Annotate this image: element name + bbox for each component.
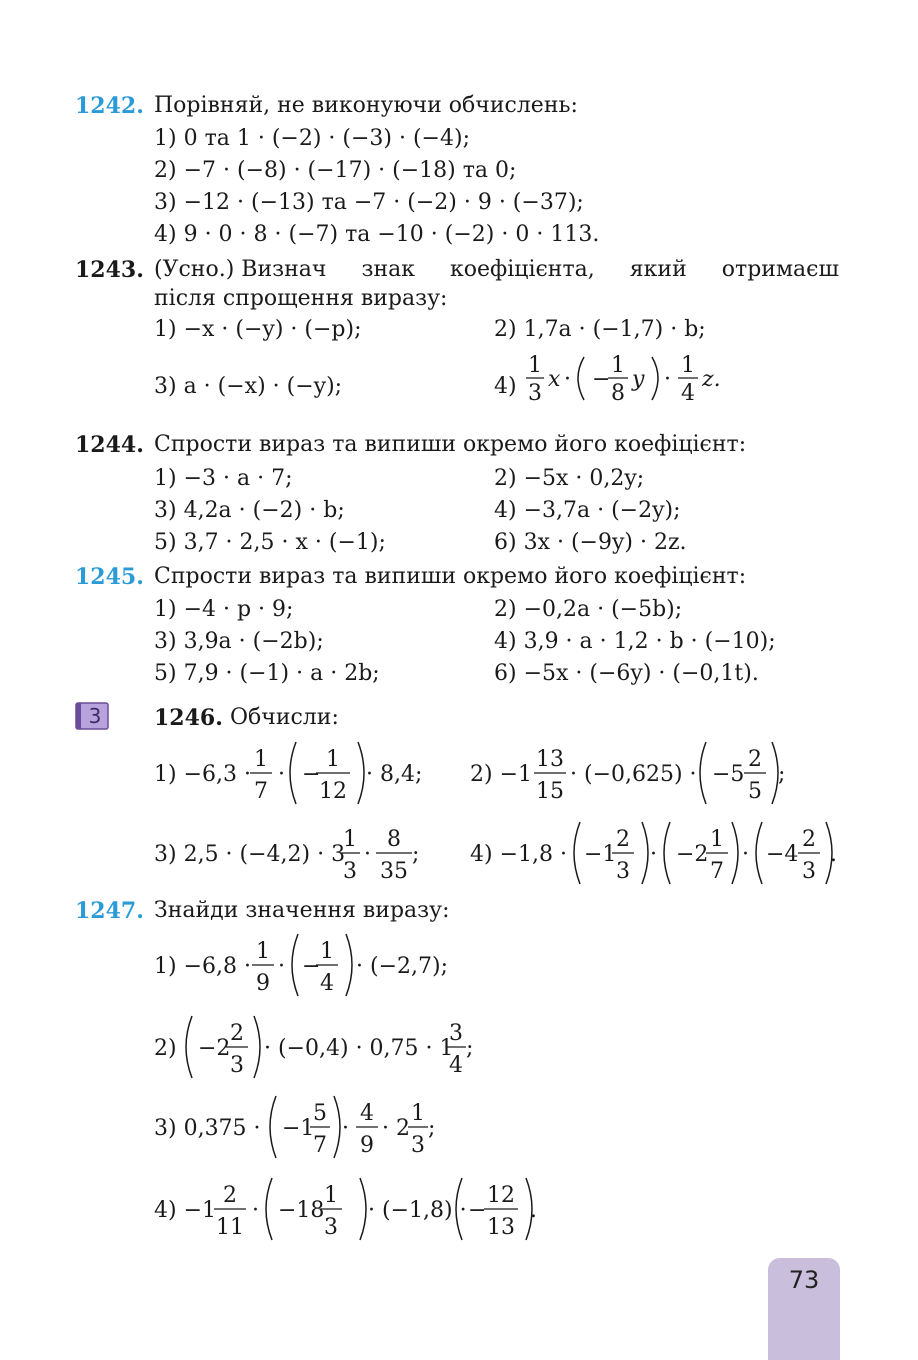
- svg-text:3) 0,375 ·: 3) 0,375 ·: [154, 1116, 261, 1141]
- svg-text:1: 1: [528, 353, 542, 378]
- svg-text:1: 1: [343, 827, 357, 852]
- svg-text:−1: −1: [282, 1116, 315, 1141]
- svg-text:−5: −5: [712, 762, 745, 787]
- svg-text:4) −1,8 ·: 4) −1,8 ·: [470, 842, 567, 867]
- svg-text:1: 1: [254, 747, 268, 772]
- svg-text:;: ;: [778, 762, 786, 787]
- exercise-item: 3) 4,2a · (−2) · b;: [154, 498, 345, 523]
- svg-text:1: 1: [320, 939, 334, 964]
- exercise-title-1244: Спрости вираз та випиши окремо його коефіцієнт:: [154, 432, 747, 457]
- exercise-item: 5) 3,7 · 2,5 · x · (−1);: [154, 530, 386, 555]
- svg-text:· (−2,7);: · (−2,7);: [356, 954, 448, 979]
- svg-text:−4: −4: [766, 842, 799, 867]
- exercise-item: 2) −0,2a · (−5b);: [494, 597, 683, 622]
- svg-text:1: 1: [324, 1183, 338, 1208]
- svg-text:2: 2: [616, 827, 630, 852]
- svg-text:· (−0,625) ·: · (−0,625) ·: [570, 762, 697, 787]
- svg-text:· (−0,4) · 0,75 · 1: · (−0,4) · 0,75 · 1: [264, 1036, 454, 1061]
- svg-text:3: 3: [230, 1053, 244, 1078]
- svg-text:−: −: [592, 367, 611, 392]
- svg-text:·: ·: [650, 842, 657, 867]
- exercise-item: 2) 1,7a · (−1,7) · b;: [494, 317, 706, 342]
- svg-text:1) −6,3 ·: 1) −6,3 ·: [154, 762, 251, 787]
- svg-text:3: 3: [324, 1215, 338, 1240]
- svg-text:· 2: · 2: [382, 1116, 410, 1141]
- svg-text:4) −1: 4) −1: [154, 1198, 217, 1223]
- svg-text:· (−1,8) ·: · (−1,8) ·: [368, 1198, 467, 1223]
- svg-text:3: 3: [449, 1021, 463, 1046]
- svg-text:13: 13: [536, 747, 564, 772]
- svg-text:7: 7: [313, 1133, 327, 1158]
- svg-text:7: 7: [254, 779, 268, 804]
- svg-text:4: 4: [360, 1101, 374, 1126]
- exercise-item: 3) a · (−x) · (−y);: [154, 374, 343, 399]
- svg-text:1: 1: [611, 353, 625, 378]
- exercise-item: 1) −3 · a · 7;: [154, 466, 293, 491]
- svg-text:·: ·: [742, 842, 749, 867]
- svg-text:·: ·: [564, 367, 571, 392]
- svg-text:2: 2: [230, 1021, 244, 1046]
- svg-text:12: 12: [319, 779, 347, 804]
- svg-text:·: ·: [278, 762, 285, 787]
- level-badge-label: 3: [88, 704, 102, 728]
- svg-text:2: 2: [802, 827, 816, 852]
- svg-text:−2: −2: [198, 1036, 231, 1061]
- exercise-title-1243-line2: після спрощення виразу:: [154, 286, 448, 311]
- svg-text:x: x: [548, 367, 561, 392]
- svg-text:·: ·: [252, 1198, 259, 1223]
- svg-text:3: 3: [411, 1133, 425, 1158]
- exercise-title-1247: Знайди значення виразу:: [154, 898, 450, 923]
- svg-text:3: 3: [616, 859, 630, 884]
- exercise-title-1242: Порівняй, не виконуючи обчислень:: [154, 93, 578, 118]
- svg-text:1) −6,8 ·: 1) −6,8 ·: [154, 954, 251, 979]
- exercise-item: 6) −5x · (−6y) · (−0,1t).: [494, 661, 759, 686]
- exercise-number-1244: 1244.: [75, 432, 144, 458]
- exercise-item-label: 4): [494, 374, 517, 399]
- exercise-title-1245: Спрости вираз та випиши окремо його коефіцієнт:: [154, 564, 747, 589]
- svg-text:1: 1: [256, 939, 270, 964]
- svg-text:2) −1: 2) −1: [470, 762, 533, 787]
- exercise-item: 3) −12 · (−13) та −7 · (−2) · 9 · (−37);: [154, 190, 584, 215]
- svg-text:15: 15: [536, 779, 564, 804]
- svg-text:1: 1: [710, 827, 724, 852]
- page-number: 73: [788, 1266, 820, 1294]
- svg-text:9: 9: [360, 1133, 374, 1158]
- exercise-number-1247: 1247.: [75, 898, 144, 924]
- exercise-item: 6) 3x · (−9y) · 2z.: [494, 530, 687, 555]
- svg-text:3: 3: [528, 381, 542, 406]
- title-word: коефіцієнта,: [450, 257, 595, 282]
- svg-text:−2: −2: [676, 842, 709, 867]
- svg-text:3) 2,5 · (−4,2) · 3: 3) 2,5 · (−4,2) · 3: [154, 842, 346, 867]
- svg-text:1: 1: [411, 1101, 425, 1126]
- svg-text:11: 11: [216, 1215, 244, 1240]
- svg-text:;: ;: [428, 1116, 436, 1141]
- svg-text:·: ·: [364, 842, 371, 867]
- title-word: який: [629, 257, 687, 282]
- svg-text:·: ·: [342, 1116, 349, 1141]
- svg-text:8: 8: [387, 827, 401, 852]
- exercise-item: 1) 0 та 1 · (−2) · (−3) · (−4);: [154, 126, 470, 151]
- svg-text:z.: z.: [702, 367, 721, 392]
- svg-text:−: −: [302, 762, 321, 787]
- svg-text:· 8,4;: · 8,4;: [366, 762, 423, 787]
- svg-text:13: 13: [487, 1215, 515, 1240]
- svg-text:3: 3: [802, 859, 816, 884]
- svg-text:·: ·: [664, 367, 671, 392]
- svg-text:4: 4: [449, 1053, 463, 1078]
- exercise-item: 1) −x · (−y) · (−p);: [154, 317, 362, 342]
- exercise-item: 4) −3,7a · (−2y);: [494, 498, 681, 523]
- exercise-item: 5) 7,9 · (−1) · a · 2b;: [154, 661, 380, 686]
- svg-text:−18: −18: [278, 1198, 325, 1223]
- svg-text:2: 2: [748, 747, 762, 772]
- svg-text:8: 8: [611, 381, 625, 406]
- svg-text:7: 7: [710, 859, 724, 884]
- svg-text:2): 2): [154, 1036, 177, 1061]
- exercise-number-1243: 1243.: [75, 257, 144, 283]
- title-word: отримаєш: [721, 257, 839, 282]
- svg-text:5: 5: [748, 779, 762, 804]
- svg-text:4: 4: [681, 381, 695, 406]
- svg-text:5: 5: [313, 1101, 327, 1126]
- svg-text:3: 3: [343, 859, 357, 884]
- svg-text:.: .: [530, 1198, 537, 1223]
- exercise-item: 2) −5x · 0,2y;: [494, 466, 645, 491]
- svg-text:1: 1: [681, 353, 695, 378]
- svg-text:−: −: [468, 1198, 487, 1223]
- exercise-item: 4) 9 · 0 · 8 · (−7) та −10 · (−2) · 0 · 113.: [154, 222, 600, 247]
- exercise-item: 1) −4 · p · 9;: [154, 597, 294, 622]
- exercise-item: 4) 3,9 · a · 1,2 · b · (−10);: [494, 629, 776, 654]
- svg-text:35: 35: [380, 859, 408, 884]
- svg-text:9: 9: [256, 971, 270, 996]
- exercise-title-1246: Обчисли:: [230, 705, 339, 730]
- title-word: знак: [361, 257, 415, 282]
- svg-text:−1: −1: [584, 842, 617, 867]
- svg-text:4: 4: [320, 971, 334, 996]
- svg-text:y: y: [632, 367, 645, 392]
- exercise-number-1245: 1245.: [75, 564, 144, 590]
- exercise-item: 2) −7 · (−8) · (−17) · (−18) та 0;: [154, 158, 517, 183]
- svg-text:·: ·: [278, 954, 285, 979]
- exercise-item: 3) 3,9a · (−2b);: [154, 629, 324, 654]
- svg-text:.: .: [830, 842, 837, 867]
- title-word: (Усно.) Визнач: [154, 257, 327, 282]
- exercise-number-1242: 1242.: [75, 93, 144, 119]
- svg-text:12: 12: [487, 1183, 515, 1208]
- svg-text:−: −: [302, 954, 321, 979]
- svg-text:;: ;: [466, 1036, 474, 1061]
- exercise-number-1246: 1246.: [154, 705, 223, 731]
- svg-text:2: 2: [223, 1183, 237, 1208]
- svg-text:;: ;: [412, 842, 420, 867]
- svg-text:1: 1: [326, 747, 340, 772]
